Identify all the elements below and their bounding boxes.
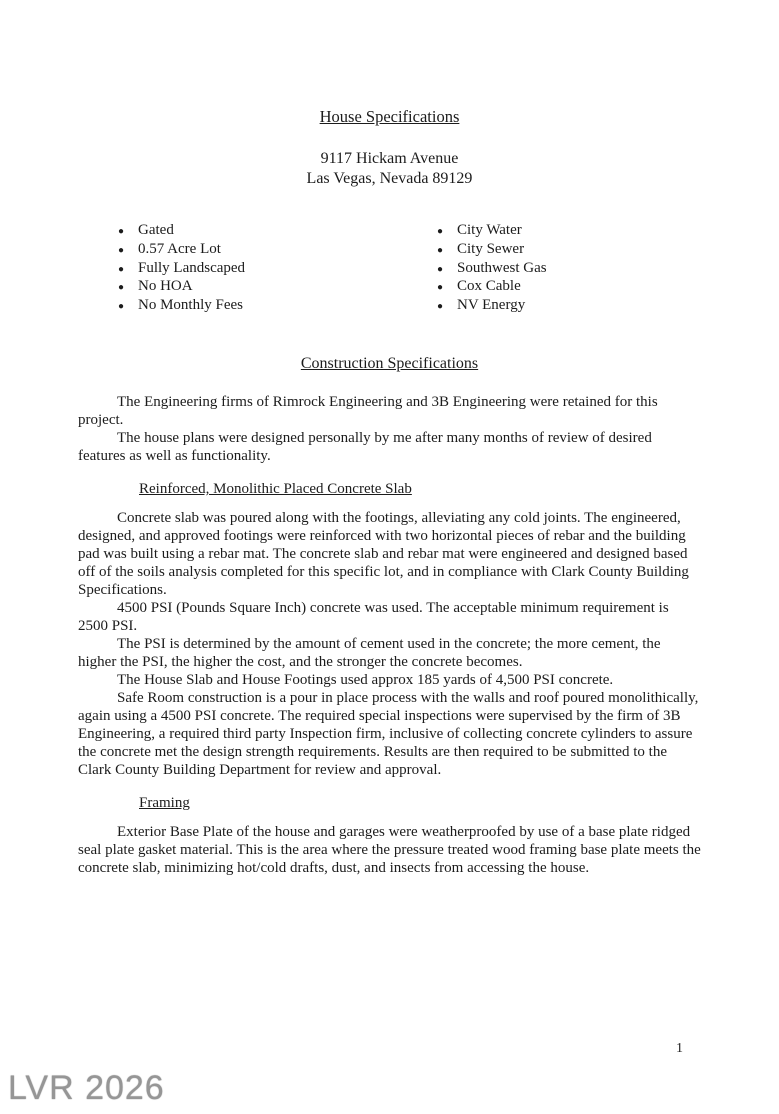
construction-specifications-heading (78, 354, 701, 374)
section-heading (139, 481, 701, 498)
paragraph: 4500 PSI (Pounds Square Inch) concrete was used. The acceptable minimum requirement is 2500 PSI. (78, 599, 669, 634)
section-heading (139, 795, 701, 812)
bullet-icon: ● (437, 301, 444, 313)
feature-item: ● City Sewer (437, 241, 547, 260)
feature-item: ● 0.57 Acre Lot (118, 241, 437, 260)
bullet-icon: ● (437, 282, 444, 294)
construction-specifications-heading-text: Construction Specifications (300, 354, 479, 372)
bullet-icon: ● (437, 226, 444, 237)
feature-list-left (118, 222, 437, 316)
property-address (78, 149, 701, 189)
feature-item: ● City Water (437, 222, 547, 241)
paragraph: The Engineering firms of Rimrock Engineering and 3B Engineering were retained for this project. (78, 393, 658, 428)
paragraph: The House Slab and House Footings used approx 185 yards of 4,500 PSI concrete. (117, 671, 614, 688)
watermark: LVR 2026 (8, 1069, 165, 1107)
paragraph: The PSI is determined by the amount of cement used in the concrete; the more cement, the higher the PSI, the higher the cost, and the stronger the concrete becomes. (78, 635, 661, 670)
bullet-icon: ● (118, 263, 125, 275)
paragraph: The house plans were designed personally by me after many months of review of desired features as well as functionality. (78, 429, 652, 464)
feature-item: ● Fully Landscaped (118, 260, 437, 279)
paragraph: Concrete slab was poured along with the footings, alleviating any cold joints. The engineered, designed, and approved footings were reinforced with two horizontal pieces of rebar and the building pad was built using a rebar mat. The concrete slab and rebar mat were engineered and designed based off of the soils analysis completed for this specific lot, and in compliance with Clark County Building Specifications. (78, 509, 689, 598)
intro-paragraphs (78, 393, 701, 465)
page-number: 1 (676, 1041, 683, 1056)
feature-item: ● No Monthly Fees (118, 297, 437, 316)
address-line-1: 9117 Hickam Avenue (320, 150, 459, 167)
feature-item: ● Cox Cable (437, 278, 547, 297)
paragraph: Exterior Base Plate of the house and garages were weatherproofed by use of a base plate ridged seal plate gasket material. This is the area where the pressure treated wood framing base plate meets the concrete slab, minimizing hot/cold drafts, dust, and insects from accessing the house. (78, 823, 701, 876)
feature-item: ● NV Energy (437, 297, 547, 316)
section-heading-text: Framing (139, 794, 190, 811)
document-page (0, 106, 779, 877)
bullet-icon: ● (437, 263, 444, 275)
bullet-icon: ● (118, 244, 125, 256)
section-heading-text: Reinforced, Monolithic Placed Concrete Slab (139, 480, 412, 497)
page-title (78, 106, 701, 128)
address-line-2: Las Vegas, Nevada 89129 (306, 170, 473, 187)
page-title-text: House Specifications (319, 107, 460, 126)
feature-lists (78, 222, 701, 316)
bullet-icon: ● (118, 282, 125, 294)
feature-item: ● Gated (118, 222, 437, 241)
bullet-icon: ● (437, 244, 444, 256)
bullet-icon: ● (118, 226, 125, 237)
bullet-icon: ● (118, 301, 125, 313)
section-concrete-slab (78, 481, 701, 779)
feature-item: ● No HOA (118, 278, 437, 297)
section-framing (78, 795, 701, 877)
feature-item: ● Southwest Gas (437, 260, 547, 279)
feature-list-right (437, 222, 547, 316)
paragraph: Safe Room construction is a pour in place process with the walls and roof poured monolithically, again using a 4500 PSI concrete. The required special inspections were supervised by the firm of 3B Engineering, a required third party Inspection firm, inclusive of collecting concrete cylinders to assure the concrete met the design strength requirements. Results are then required to be submitted to the Clark County Building Department for review and approval. (78, 689, 699, 778)
